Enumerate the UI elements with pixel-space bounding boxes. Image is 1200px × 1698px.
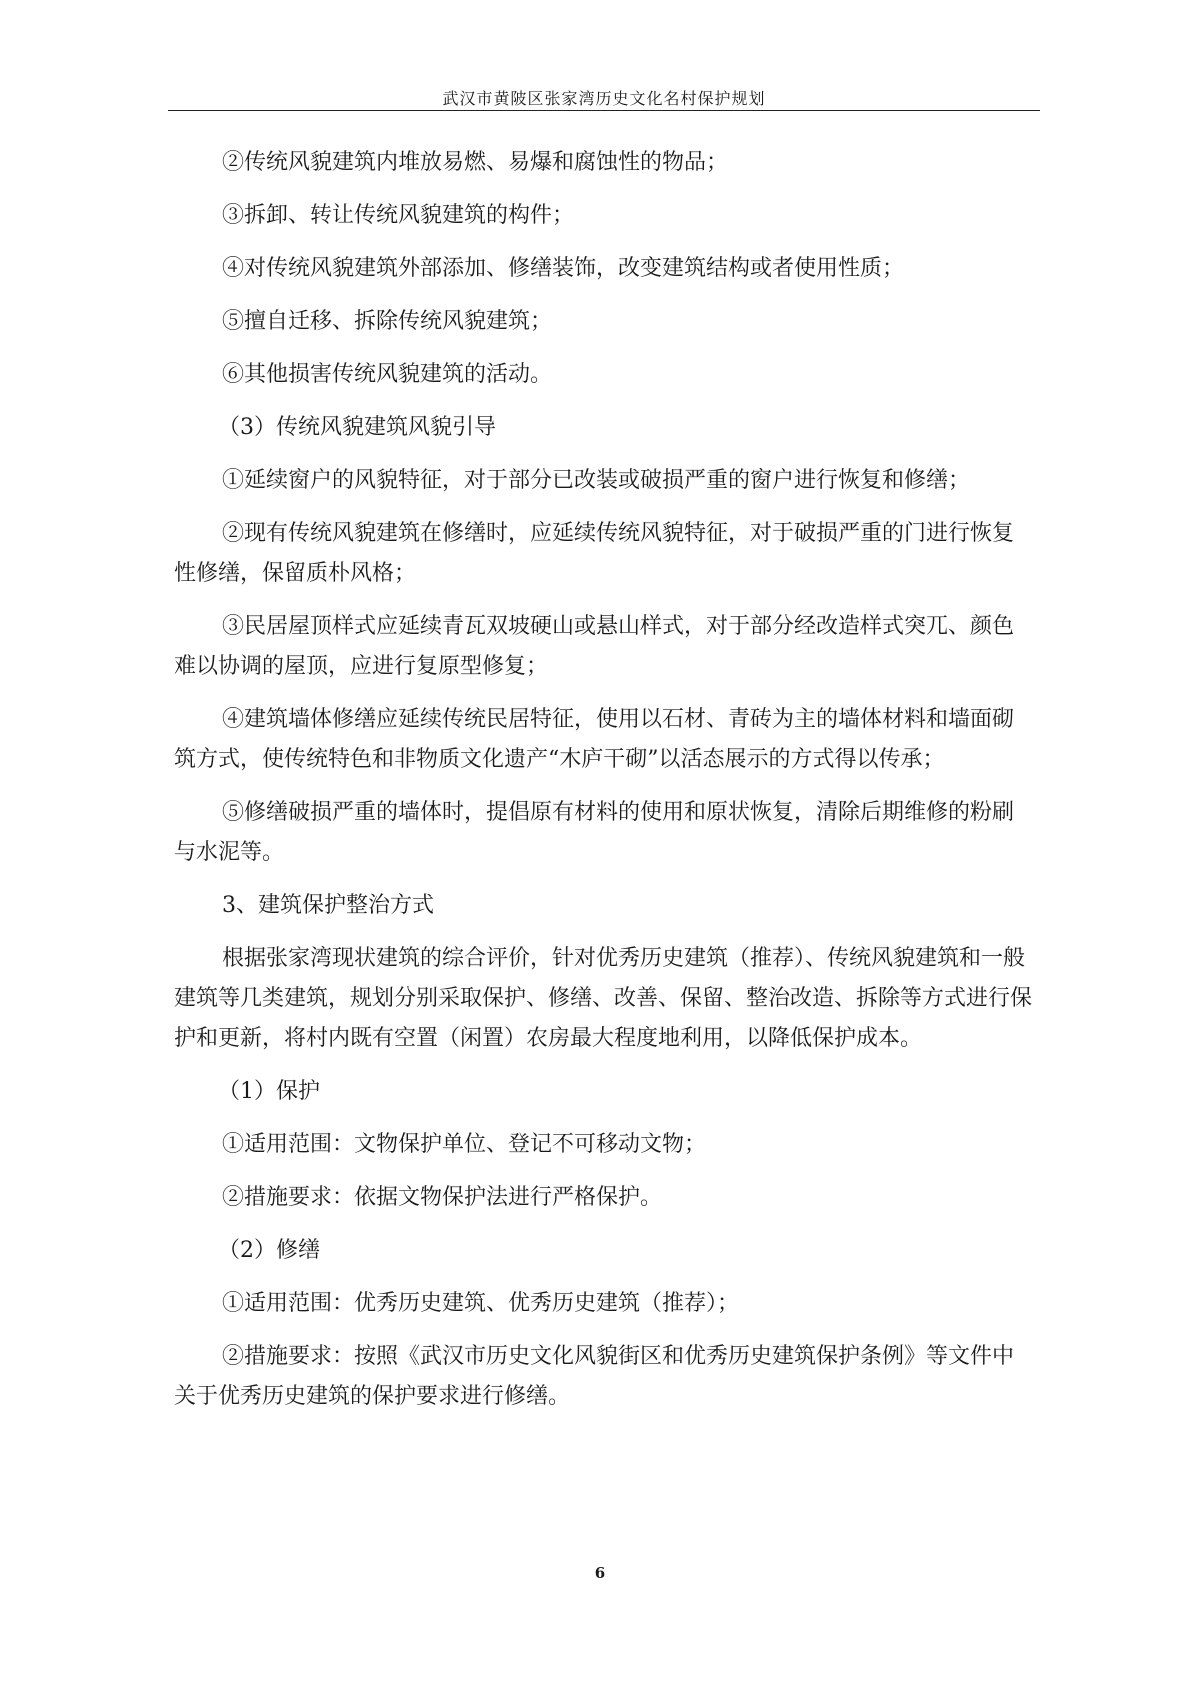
paragraph: ⑤擅自迁移、拆除传统风貌建筑；: [222, 309, 553, 334]
section-heading: （2）修缮: [218, 1238, 320, 1263]
paragraph: ②措施要求：依据文物保护法进行严格保护。: [222, 1185, 663, 1210]
paragraph: ④对传统风貌建筑外部添加、修缮装饰，改变建筑结构或者使用性质；: [222, 256, 905, 281]
section-heading: （1）保护: [218, 1079, 320, 1104]
paragraph: ①延续窗户的风貌特征，对于部分已改装或破损严重的窗户进行恢复和修缮；: [222, 468, 971, 493]
paragraph: ④建筑墙体修缮应延续传统民居特征，使用以石材、青砖为主的墙体材料和墙面砌筑方式，使传统特色和非物质文化遗产“木庐干砌”以活态展示的方式得以传承；: [174, 707, 1015, 772]
header-title: 武汉市黄陂区张家湾历史文化名村保护规划: [442, 89, 766, 108]
page-number: 6: [594, 1564, 606, 1582]
paragraph: ①适用范围：文物保护单位、登记不可移动文物；: [222, 1132, 707, 1157]
section-heading: （3）传统风貌建筑风貌引导: [218, 415, 496, 440]
paragraph: ①适用范围：优秀历史建筑、优秀历史建筑（推荐）；: [222, 1291, 740, 1316]
header-divider: [168, 110, 1040, 111]
paragraph: ②措施要求：按照《武汉市历史文化风貌街区和优秀历史建筑保护条例》等文件中关于优秀历史建筑的保护要求进行修缮。: [174, 1344, 1015, 1409]
section-heading: 3、建筑保护整治方式: [222, 893, 434, 918]
paragraph: ②传统风貌建筑内堆放易燃、易爆和腐蚀性的物品；: [222, 150, 729, 175]
paragraph: ⑤修缮破损严重的墙体时，提倡原有材料的使用和原状恢复，清除后期维修的粉刷与水泥等。: [174, 800, 1015, 865]
paragraph: 根据张家湾现状建筑的综合评价，针对优秀历史建筑（推荐）、传统风貌建筑和一般建筑等几类建筑，规划分别采取保护、修缮、改善、保留、整治改造、拆除等方式进行保护和更新，将村内既有空置（闲置）农房最大程度地利用，以降低保护成本。: [174, 946, 1033, 1051]
paragraph: ③拆卸、转让传统风貌建筑的构件；: [222, 203, 575, 228]
body-text: [174, 143, 1032, 1430]
paragraph: ②现有传统风貌建筑在修缮时，应延续传统风貌特征，对于破损严重的门进行恢复性修缮，保留质朴风格；: [174, 521, 1015, 586]
paragraph: ③民居屋顶样式应延续青瓦双坡硬山或悬山样式，对于部分经改造样式突兀、颜色难以协调的屋顶，应进行复原型修复；: [174, 614, 1015, 679]
paragraph: ⑥其他损害传统风貌建筑的活动。: [222, 362, 553, 387]
